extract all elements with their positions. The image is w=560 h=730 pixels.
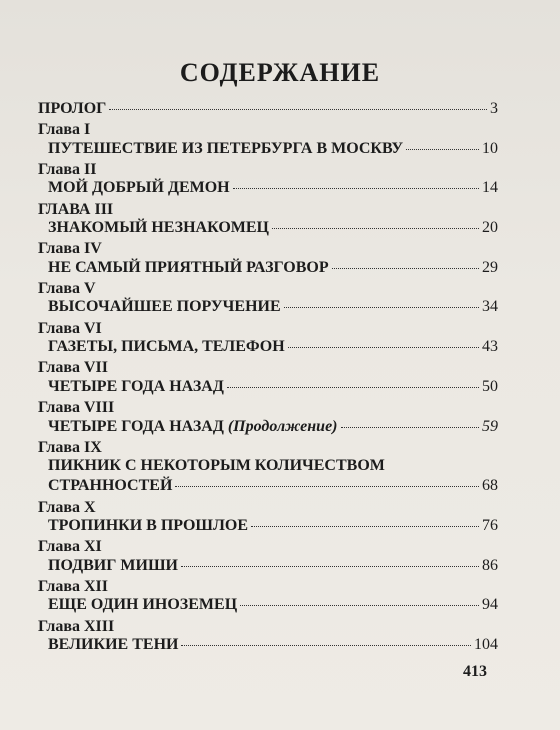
toc-page-number: 29: [482, 258, 498, 276]
dot-leader: [288, 347, 479, 348]
toc-page-number: 104: [474, 636, 498, 654]
toc-page-number: 68: [482, 477, 498, 495]
chapter-label: Глава XIII: [38, 617, 115, 635]
chapter-label: Глава X: [38, 498, 96, 516]
toc-page-number: 34: [482, 298, 498, 316]
chapter-label: Глава IX: [38, 438, 102, 456]
chapter-label: Глава V: [38, 279, 96, 297]
toc-entry-title: ТРОПИНКИ В ПРОШЛОЕ: [48, 517, 249, 535]
toc-entry-title: ПРОЛОГ: [38, 100, 107, 117]
toc-entry-title: ЧЕТЫРЕ ГОДА НАЗАД: [48, 377, 224, 395]
toc-page-number: 76: [482, 517, 498, 535]
toc-page-number: 43: [482, 338, 498, 356]
toc-entry: [38, 557, 498, 577]
toc-page-number: 59: [482, 417, 498, 435]
chapter-label: Глава XI: [38, 538, 102, 556]
dot-leader: [175, 486, 479, 487]
chapter-label: Глава VI: [38, 319, 102, 337]
toc-entry-title: ПУТЕШЕСТВИЕ ИЗ ПЕТЕРБУРГА В МОСКВУ: [48, 139, 404, 157]
dot-leader: [406, 149, 479, 150]
toc-entry-title: ЗНАКОМЫЙ НЕЗНАКОМЕЦ: [48, 219, 269, 237]
toc-entry: [38, 477, 498, 497]
toc-entry: [38, 596, 498, 616]
toc-entry-title: СТРАННОСТЕЙ: [48, 477, 173, 495]
table-of-contents: [38, 100, 498, 656]
page-title: СОДЕРЖАНИЕ: [179, 58, 381, 87]
dot-leader: [284, 307, 479, 308]
dot-leader: [240, 605, 479, 606]
toc-entry: [38, 298, 498, 318]
toc-entry-title: ЧЕТЫРЕ ГОДА НАЗАД: [48, 417, 224, 435]
chapter-label: Глава XII: [38, 577, 108, 595]
chapter-label: Глава IV: [38, 240, 102, 258]
chapter-label: Глава I: [38, 121, 91, 139]
toc-page-number: 20: [482, 219, 498, 237]
toc-entry-title: ВЕЛИКИЕ ТЕНИ: [48, 636, 179, 654]
toc-entry-title: ЕЩЕ ОДИН ИНОЗЕМЕЦ: [48, 596, 238, 614]
toc-entry: [38, 179, 498, 199]
toc-entry: [38, 418, 498, 438]
dot-leader: [227, 387, 479, 388]
toc-entry-title: НЕ САМЫЙ ПРИЯТНЫЙ РАЗГОВОР: [48, 258, 329, 276]
chapter-label: Глава II: [38, 160, 97, 178]
toc-entry-subtitle: (Продолжение): [227, 417, 338, 435]
toc-page-number: 10: [482, 139, 498, 157]
toc-entry: [38, 378, 498, 398]
chapter-label: ГЛАВА III: [38, 200, 114, 218]
toc-entry-title: ВЫСОЧАЙШЕЕ ПОРУЧЕНИЕ: [48, 298, 281, 316]
dot-leader: [341, 427, 480, 428]
toc-entry: [38, 140, 498, 160]
chapter-label: Глава VIII: [38, 399, 115, 416]
chapter-label: Глава VII: [38, 359, 108, 377]
dot-leader: [251, 526, 479, 527]
toc-entry: [38, 636, 498, 656]
toc-page-number: 14: [482, 179, 498, 197]
toc-page-number: 50: [482, 377, 498, 395]
toc-page-number: 94: [482, 596, 498, 614]
dot-leader: [332, 268, 479, 269]
toc-entry-prolog: [38, 100, 498, 120]
toc-entry-title-line1: ПИКНИК С НЕКОТОРЫМ КОЛИЧЕСТВОМ: [48, 457, 385, 475]
toc-page-number: 3: [490, 100, 498, 117]
dot-leader: [181, 645, 471, 646]
toc-entry: [38, 338, 498, 358]
dot-leader: [181, 566, 479, 567]
dot-leader: [233, 188, 479, 189]
dot-leader: [109, 109, 487, 110]
toc-entry-title: ПОДВИГ МИШИ: [48, 556, 178, 574]
toc-entry: [38, 219, 498, 239]
toc-entry: [38, 517, 498, 537]
toc-entry: [38, 259, 498, 279]
toc-page-number: 86: [482, 556, 498, 574]
dot-leader: [272, 228, 479, 229]
toc-entry-title: ГАЗЕТЫ, ПИСЬМА, ТЕЛЕФОН: [48, 338, 285, 356]
toc-entry-title: МОЙ ДОБРЫЙ ДЕМОН: [48, 179, 230, 197]
toc-entry-line: [38, 457, 498, 477]
page-number: 413: [463, 663, 487, 680]
